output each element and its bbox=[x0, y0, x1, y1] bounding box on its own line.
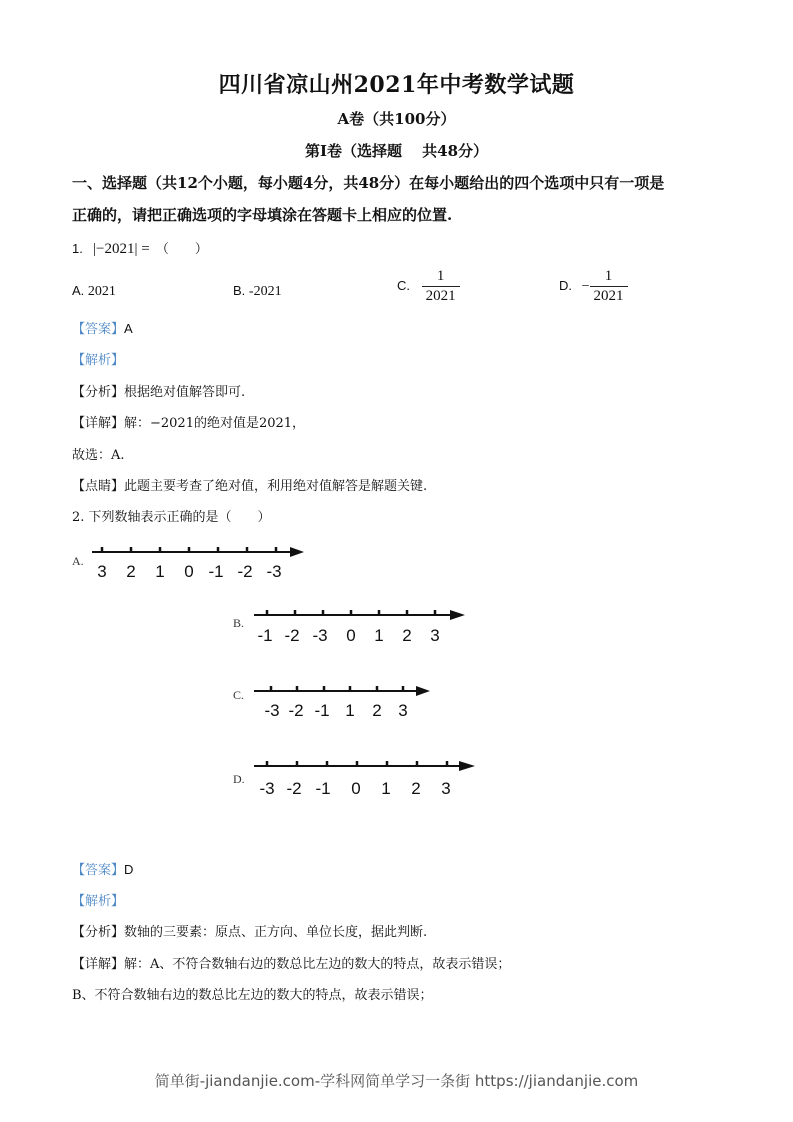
tick-label: 3 bbox=[398, 701, 408, 720]
numerator: 1 bbox=[604, 268, 613, 284]
fraction bbox=[590, 268, 628, 305]
tick-label: -3 bbox=[264, 701, 280, 720]
footer-watermark: 简单街-jiandanjie.com-学科网简单学习一条街 https://jiandanjie.com bbox=[154, 1072, 639, 1090]
minus-sign: − bbox=[581, 278, 590, 294]
analysis-label-q1: 【解析】 bbox=[72, 353, 125, 368]
tick-label: -2 bbox=[237, 562, 253, 581]
tick-label: -1 bbox=[315, 779, 331, 798]
answer-value: D bbox=[124, 862, 134, 877]
answer-line-q1 bbox=[72, 318, 133, 337]
answer-label: 【答案】 bbox=[72, 322, 125, 337]
tick-label: -3 bbox=[266, 562, 282, 581]
tick-label: 2 bbox=[402, 626, 412, 645]
option-a bbox=[72, 283, 116, 300]
section-instructions-line2: 正确的，请把正确选项的字母填涂在答题卡上相应的位置. bbox=[72, 206, 453, 224]
option-b bbox=[233, 283, 282, 300]
numberline-c-axis bbox=[254, 683, 434, 699]
tick-label: -3 bbox=[259, 779, 275, 798]
denominator: 2021 bbox=[590, 286, 628, 305]
tick-label: -2 bbox=[286, 779, 302, 798]
question-2-stem: 2. 下列数轴表示正确的是（ ） bbox=[72, 510, 271, 525]
tick-label: 0 bbox=[351, 779, 361, 798]
tick-label: -1 bbox=[208, 562, 224, 581]
dianjing-q1: 【点睛】此题主要考查了绝对值，利用绝对值解答是解题关键. bbox=[72, 479, 428, 494]
option-c bbox=[397, 268, 460, 305]
option-letter: A. bbox=[72, 283, 85, 298]
explanation-b-q2: B、不符合数轴右边的数总比左边的数大的特点，故表示错误； bbox=[72, 988, 433, 1003]
tick-label: 1 bbox=[155, 562, 165, 581]
page-title: 四川省凉山州2021年中考数学试题 bbox=[218, 72, 575, 98]
tick-label: 2 bbox=[126, 562, 136, 581]
fraction bbox=[422, 268, 460, 305]
xiangjie-q2: 【详解】解：A、不符合数轴右边的数总比左边的数大的特点，故表示错误； bbox=[72, 957, 511, 972]
numberline-a-axis bbox=[92, 544, 307, 560]
paper-i-heading: 第I卷（选择题 共48分） bbox=[304, 142, 489, 160]
numberline-b-letter: B. bbox=[233, 616, 245, 630]
tick-label: 3 bbox=[430, 626, 440, 645]
option-value: -2021 bbox=[248, 284, 282, 299]
analysis-label-q2: 【解析】 bbox=[72, 894, 125, 909]
tick-label: 1 bbox=[381, 779, 391, 798]
xiangjie-q1: 【详解】解：−2021的绝对值是2021， bbox=[72, 416, 306, 431]
tick-label: 2 bbox=[411, 779, 421, 798]
question-1-stem bbox=[72, 238, 208, 258]
answer-paren: （ ） bbox=[155, 242, 208, 257]
tick-label: 0 bbox=[184, 562, 194, 581]
tick-label: -1 bbox=[314, 701, 330, 720]
numberline-d-letter: D. bbox=[233, 772, 245, 786]
numerator: 1 bbox=[436, 268, 445, 284]
fenxi-q2: 【分析】数轴的三要素：原点、正方向、单位长度，据此判断. bbox=[72, 925, 428, 940]
option-letter: D. bbox=[559, 277, 572, 293]
tick-label: 3 bbox=[97, 562, 107, 581]
numberline-b-axis bbox=[254, 607, 469, 623]
section-instructions-line1: 一、选择题（共12个小题，每小题4分，共48分）在每小题给出的四个选项中只有一项是 bbox=[72, 174, 665, 192]
tick-label: 3 bbox=[441, 779, 451, 798]
paper-a-heading: A卷（共100分） bbox=[337, 110, 456, 128]
tick-label: -1 bbox=[257, 626, 273, 645]
option-letter: C. bbox=[397, 277, 410, 293]
option-letter: B. bbox=[233, 283, 246, 298]
tick-label: 2 bbox=[372, 701, 382, 720]
tick-label: -2 bbox=[284, 626, 300, 645]
numberline-d-axis bbox=[254, 758, 479, 774]
tick-label: 1 bbox=[345, 701, 355, 720]
numberline-a-letter: A. bbox=[72, 554, 84, 568]
tick-label: 1 bbox=[374, 626, 384, 645]
fenxi-q1: 【分析】根据绝对值解答即可. bbox=[72, 385, 246, 400]
tick-label: -3 bbox=[312, 626, 328, 645]
option-d bbox=[559, 268, 628, 305]
tick-label: 0 bbox=[346, 626, 356, 645]
answer-line-q2 bbox=[72, 859, 133, 878]
answer-value: A bbox=[124, 321, 133, 336]
option-value: 2021 bbox=[87, 284, 116, 299]
answer-label: 【答案】 bbox=[72, 863, 125, 878]
guxuan-q1: 故选：A. bbox=[72, 448, 125, 463]
numberline-c-letter: C. bbox=[233, 688, 245, 702]
abs-expression: |−2021| = bbox=[92, 241, 150, 257]
question-number: 1. bbox=[72, 241, 83, 256]
tick-label: -2 bbox=[288, 701, 304, 720]
denominator: 2021 bbox=[422, 286, 460, 305]
